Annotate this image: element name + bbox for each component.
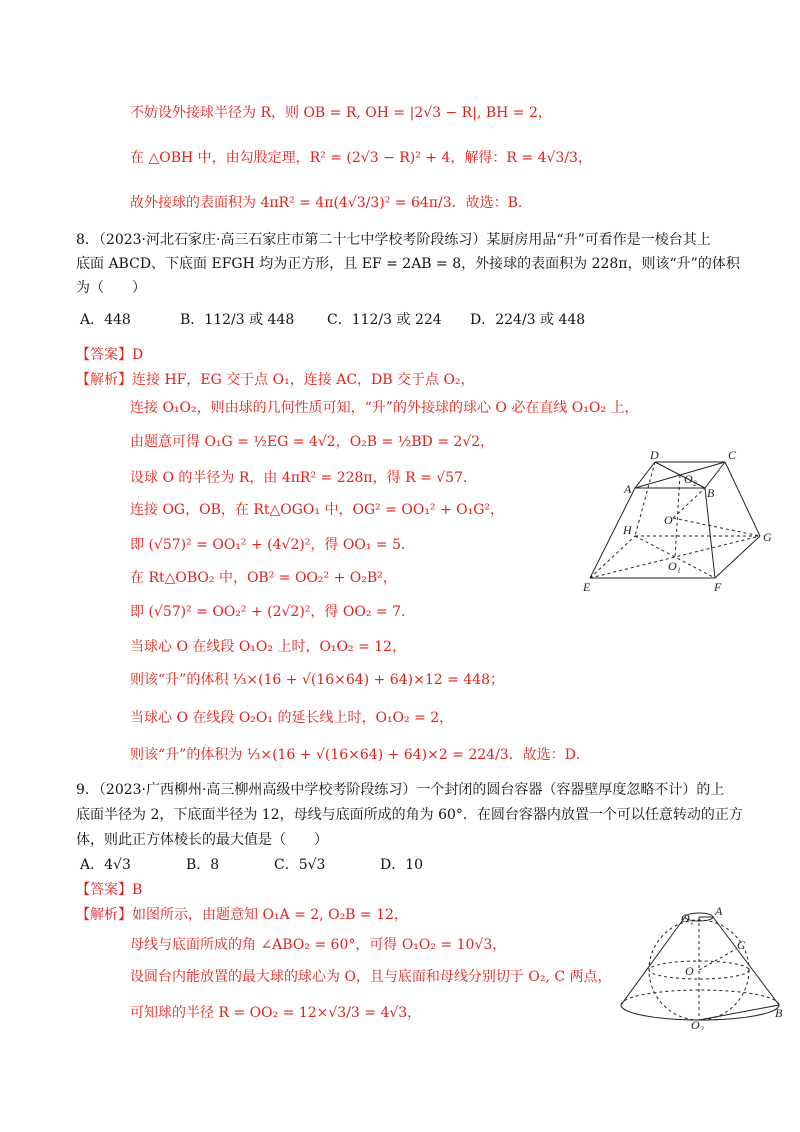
answer-line bbox=[76, 345, 143, 365]
solution-line: 即 (√57)² = OO₂² + (2√2)²，得 OO₂ = 7． bbox=[130, 604, 415, 620]
question-8-stem: 8．（2023·河北石家庄·高三石家庄市第二十七中学校考阶段练习）某厨房用品“升”可看作是一棱台其上 bbox=[76, 232, 711, 248]
option-b: B．8 bbox=[186, 857, 220, 873]
fig2-label-o: O bbox=[685, 964, 694, 978]
solution-line: 连接 HF，EG 交于点 O₁，连接 AC，DB 交于点 O₂， bbox=[132, 372, 475, 388]
fig2-label-o1: O₁ bbox=[681, 911, 694, 925]
option-b: B．112/3 或 448 bbox=[180, 312, 295, 328]
solution-line: 在 △OBH 中，由勾股定理，R² = (2√3 − R)² + 4，解得：R = 4√3/3， bbox=[130, 150, 592, 166]
option-a: A．4√3 bbox=[80, 857, 131, 873]
solution-line: 如图所示，由题意知 O₁A = 2, O₂B = 12， bbox=[132, 907, 408, 923]
fig2-label-o2: O₂ bbox=[691, 1018, 704, 1030]
solution-line: 连接 O₁O₂，则由球的几何性质可知，“升”的外接球的球心 O 必在直线 O₁O₂ 上， bbox=[130, 400, 639, 416]
analysis-line bbox=[76, 370, 475, 390]
answer-tag: 【答案】 bbox=[76, 347, 132, 363]
fig1-label-b: B bbox=[707, 486, 715, 500]
solution-line: 连接 OG，OB，在 Rt△OGO₁ 中，OG² = OO₁² + O₁G²， bbox=[130, 502, 505, 518]
fig1-label-f: F bbox=[714, 580, 722, 594]
solution-line: 故外接球的表面积为 4πR² = 4π(4√3/3)² = 64π/3．故选：B. bbox=[130, 195, 523, 211]
analysis-line bbox=[76, 905, 408, 925]
question-9-stem: 底面半径为 2，下底面半径为 12，母线与底面所成的角为 60°．在圆台容器内放置一个可以任意转动的正方 bbox=[76, 807, 743, 823]
solution-line: 当球心 O 在线段 O₂O₁ 的延长线上时，O₁O₂ = 2， bbox=[130, 710, 454, 726]
solution-line: 设圆台内能放置的最大球的球心为 O，且与底面和母线分别切于 O₂, C 两点， bbox=[130, 969, 612, 985]
option-d: D．10 bbox=[380, 857, 424, 873]
solution-line: 设球 O 的半径为 R，由 4πR² = 228π，得 R = √57． bbox=[130, 470, 477, 486]
answer-value: B bbox=[132, 882, 143, 898]
analysis-tag: 【解析】 bbox=[76, 907, 132, 923]
fig1-label-d: D bbox=[650, 448, 659, 462]
option-c: C．112/3 或 224 bbox=[327, 312, 442, 328]
fig2-label-b: B bbox=[775, 1006, 783, 1020]
fig1-label-o1: O₁ bbox=[668, 559, 681, 573]
question-8-stem: 底面 ABCD、下底面 EFGH 均为正方形，且 EF = 2AB = 8，外接球的表面积为 228π，则该“升”的体积 bbox=[76, 256, 740, 272]
question-9-stem: 9．（2023·广西柳州·高三柳州高级中学校考阶段练习）一个封闭的圆台容器（容器壁厚度忽略不计）的上 bbox=[76, 782, 725, 798]
fig1-label-a: A bbox=[624, 482, 632, 496]
solution-line: 不妨设外接球半径为 R，则 OB = R, OH = |2√3 − R|, BH = 2， bbox=[130, 105, 552, 121]
option-c: C．5√3 bbox=[274, 857, 326, 873]
solution-line: 可知球的半径 R = OO₂ = 12×√3/3 = 4√3， bbox=[130, 1005, 422, 1021]
solution-line: 即 (√57)² = OO₁² + (4√2)²，得 OO₁ = 5． bbox=[130, 537, 415, 553]
fig2-label-a: A bbox=[715, 905, 723, 918]
solution-line: 则该“升”的体积 ⅓×(16 + √(16×64) + 64)×12 = 448； bbox=[130, 672, 504, 688]
fig1-label-o2: O₂ bbox=[684, 472, 697, 486]
solution-line: 则该“升”的体积为 ⅓×(16 + √(16×64) + 64)×2 = 224/3．故选：D． bbox=[130, 747, 590, 763]
solution-line: 当球心 O 在线段 O₁O₂ 上时，O₁O₂ = 12， bbox=[130, 639, 407, 655]
question-8-stem: 为（ ） bbox=[76, 280, 146, 296]
question-9-stem: 体，则此正方体棱长的最大值是（ ） bbox=[76, 832, 328, 848]
cone-frustum-figure bbox=[615, 905, 790, 1030]
fig2-label-c: C bbox=[737, 938, 746, 952]
solution-line: 由题意可得 O₁G = ½EG = 4√2，O₂B = ½BD = 2√2， bbox=[130, 434, 495, 450]
solution-line: 在 Rt△OBO₂ 中，OB² = OO₂² + O₂B²， bbox=[130, 570, 397, 586]
fig1-label-g: G bbox=[763, 530, 772, 544]
answer-tag: 【答案】 bbox=[76, 882, 132, 898]
option-a: A．448 bbox=[80, 312, 131, 328]
fig1-label-e: E bbox=[583, 580, 591, 594]
analysis-tag: 【解析】 bbox=[76, 372, 132, 388]
frustum-figure bbox=[580, 448, 775, 596]
option-d: D．224/3 或 448 bbox=[470, 312, 586, 328]
solution-line: 母线与底面所成的角 ∠ABO₂ = 60°，可得 O₁O₂ = 10√3， bbox=[130, 937, 507, 953]
fig1-label-o: O bbox=[664, 513, 673, 527]
fig1-label-c: C bbox=[728, 448, 737, 462]
answer-value: D bbox=[132, 347, 144, 363]
fig1-label-h: H bbox=[623, 523, 632, 537]
answer-line bbox=[76, 880, 142, 900]
